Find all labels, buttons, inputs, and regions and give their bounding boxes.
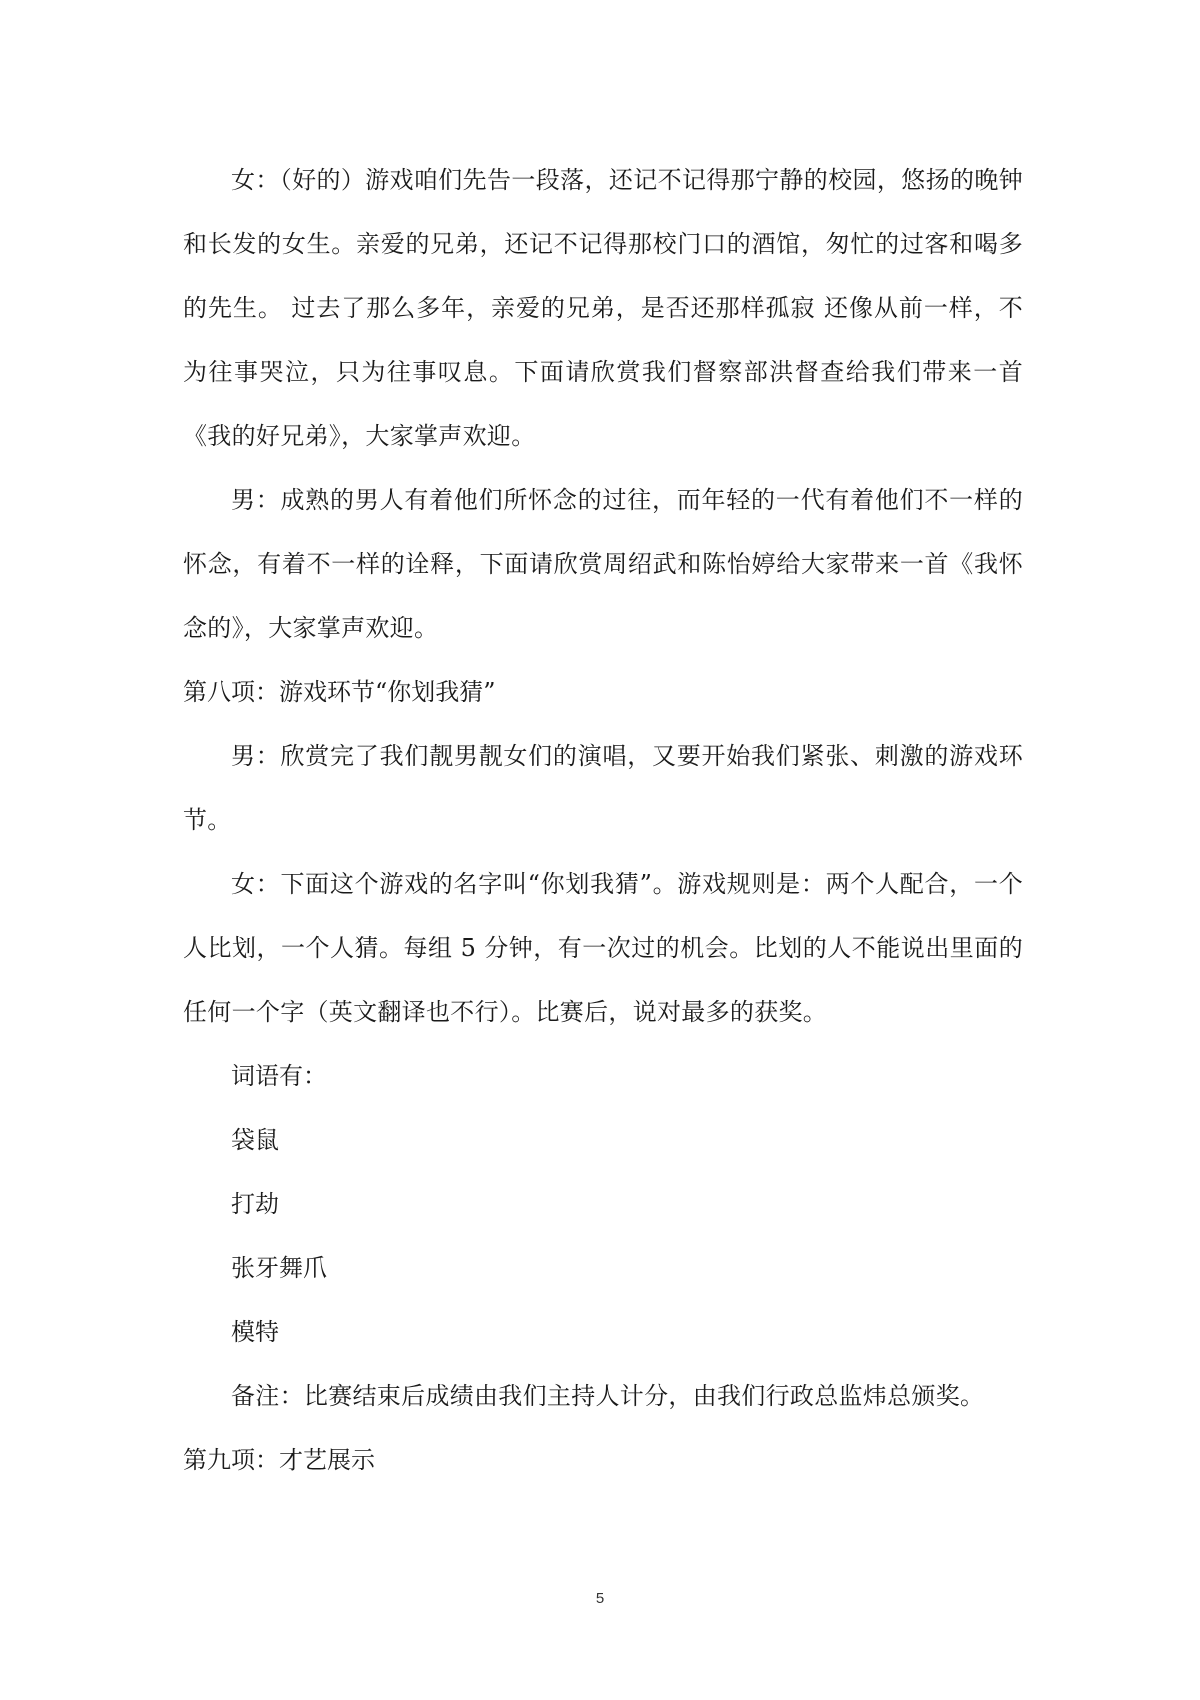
words-label: 词语有： xyxy=(231,1062,327,1090)
document-body xyxy=(183,148,1023,1492)
paragraph-remark: 备注：比赛结束后成绩由我们主持人计分，由我们行政总监炜总颁奖。 xyxy=(231,1382,985,1410)
word-item-kangaroo: 袋鼠 xyxy=(231,1126,279,1154)
section-heading-item-9: 第九项：才艺展示 xyxy=(183,1446,375,1474)
word-item-claws: 张牙舞爪 xyxy=(231,1254,327,1282)
section-heading-item-8: 第八项：游戏环节“你划我猜” xyxy=(183,678,496,706)
paragraph-female-host-1: 女：（好的）游戏咱们先告一段落，还记不记得那宁静的校园，悠扬的晚钟和长发的女生。亲爱的兄弟，还记不记得那校门口的酒馆，匆忙的过客和喝多的先生。 过去了那么多年，亲爱的兄弟，是否还那样孤寂 还像从前一样，不为往事哭泣，只为往事叹息。下面请欣赏我们督察部洪督查给我们带来一首《我的好兄弟》，大家掌声欢迎。 xyxy=(183,166,1023,450)
paragraph-male-host-2: 男：欣赏完了我们靓男靓女们的演唱，又要开始我们紧张、刺激的游戏环节。 xyxy=(183,742,1023,834)
paragraph-female-host-2: 女：下面这个游戏的名字叫“你划我猜”。游戏规则是：两个人配合，一个人比划，一个人猜。每组 5 分钟，有一次过的机会。比划的人不能说出里面的任何一个字（英文翻译也不行）。比赛后，说对最多的获奖。 xyxy=(183,870,1023,1026)
page-number: 5 xyxy=(595,1590,605,1607)
word-item-model: 模特 xyxy=(231,1318,279,1346)
paragraph-male-host-1: 男：成熟的男人有着他们所怀念的过往，而年轻的一代有着他们不一样的怀念，有着不一样的诠释，下面请欣赏周绍武和陈怡婷给大家带来一首《我怀念的》，大家掌声欢迎。 xyxy=(183,486,1023,642)
word-item-robbery: 打劫 xyxy=(231,1190,279,1218)
